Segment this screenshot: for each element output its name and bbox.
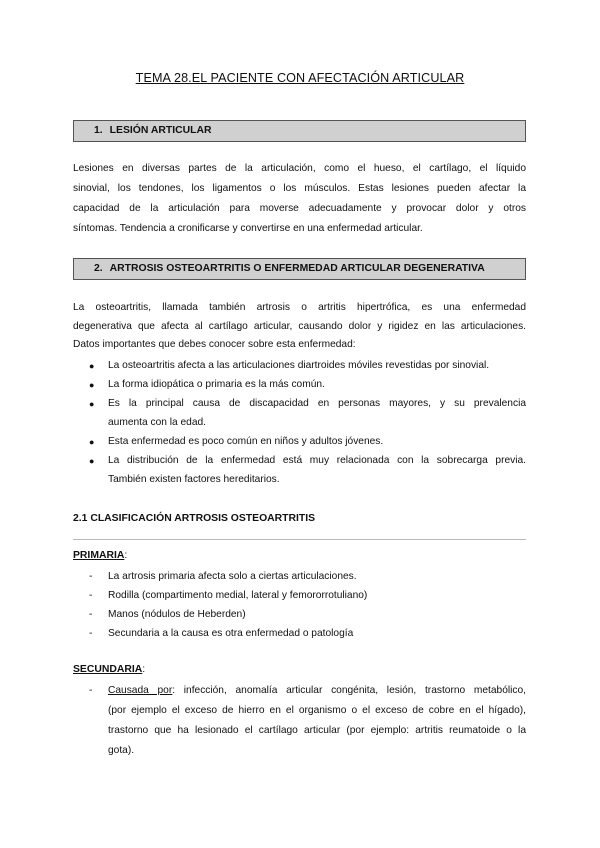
- dash-marker: -: [89, 590, 93, 601]
- bullet-item: [89, 375, 526, 394]
- causada-por-text: Causada por: [108, 685, 173, 696]
- bullet-text: La distribución de la enfermedad está muy relacionada con la sobrecarga previa.: [108, 455, 526, 466]
- paragraph-line: La osteoartritis, llamada también artrosis o artritis hipertrófica, es una enfermedad: [73, 302, 526, 313]
- dash-marker: -: [89, 609, 93, 620]
- list-item: [89, 586, 526, 605]
- primaria-label-text: PRIMARIA: [73, 550, 125, 561]
- page-title: TEMA 28.EL PACIENTE CON AFECTACIÓN ARTICULAR: [135, 71, 465, 85]
- list-item-text: [89, 681, 526, 701]
- secundaria-label-text: SECUNDARIA: [73, 664, 143, 675]
- paragraph-line: capacidad de la articulación para moverse adecuadamente y provocar dolor y otros: [73, 203, 526, 214]
- section-1-header: [73, 120, 526, 142]
- primaria-label: [73, 550, 127, 561]
- bullet-text: Es la principal causa de discapacidad en personas mayores, y su prevalencia: [108, 398, 526, 409]
- secundaria-label: [73, 664, 145, 675]
- paragraph-line: Lesiones en diversas partes de la articulación, como el hueso, el cartílago, el líquido: [73, 163, 526, 174]
- list-item-text: La artrosis primaria afecta solo a ciertas articulaciones.: [108, 571, 357, 582]
- bullet-item: [89, 356, 526, 375]
- paragraph-line: degenerativa que afecta al cartílago articular, causando dolor y rigidez en las articulaciones.: [73, 321, 526, 332]
- list-item-text: gota).: [108, 745, 135, 756]
- bullet-text: También existen factores hereditarios.: [108, 474, 280, 485]
- primaria-list: [89, 567, 526, 643]
- dash-marker: -: [89, 685, 93, 696]
- bullet-icon: ●: [89, 437, 95, 447]
- dash-marker: -: [89, 571, 93, 582]
- list-item: [89, 624, 526, 643]
- bullet-item: [89, 394, 526, 432]
- bullet-text: La osteoartritis afecta a las articulaciones diartroides móviles revestidas por sinovial.: [108, 360, 490, 371]
- section-2-bullet-list: [89, 356, 526, 489]
- paragraph-line: Datos importantes que debes conocer sobre esta enfermedad:: [73, 339, 356, 350]
- bullet-text: aumenta con la edad.: [108, 417, 206, 428]
- secundaria-colon: :: [142, 664, 146, 675]
- bullet-item: [89, 432, 526, 451]
- secundaria-line: : infección, anomalía articular congénita, lesión, trastorno metabólico,: [172, 685, 526, 696]
- bullet-icon: ●: [89, 456, 95, 466]
- list-item-text: Rodilla (compartimento medial, lateral y femororrotuliano): [108, 590, 368, 601]
- horizontal-divider: [73, 539, 526, 540]
- list-item: [89, 567, 526, 586]
- section-2-header: [73, 258, 526, 280]
- primaria-colon: :: [124, 550, 128, 561]
- list-item-text: Secundaria a la causa es otra enfermedad o patología: [108, 628, 354, 639]
- bullet-icon: ●: [89, 380, 95, 390]
- paragraph-line: sinovial, los tendones, los ligamentos o los músculos. Estas lesiones pueden afectar la: [73, 183, 526, 194]
- subsection-heading: 2.1 CLASIFICACIÓN ARTROSIS OSTEOARTRITIS: [73, 513, 316, 524]
- list-item-text: (por ejemplo el exceso de hierro en el organismo o el exceso de cobre en el hígado),: [108, 705, 526, 716]
- section-1-paragraph: [73, 159, 526, 239]
- list-item-text: trastorno que ha lesionado el cartílago articular (por ejemplo: artritis reumatoide o la: [108, 725, 526, 736]
- bullet-icon: ●: [89, 399, 95, 409]
- section-2-paragraph: [73, 298, 526, 354]
- bullet-icon: ●: [89, 361, 95, 371]
- secundaria-list: [89, 681, 526, 761]
- list-item: [89, 605, 526, 624]
- paragraph-line: síntomas. Tendencia a cronificarse y convertirse en una enfermedad articular.: [73, 223, 423, 234]
- section-2-number: 2.: [94, 263, 103, 274]
- list-item-text: Manos (nódulos de Heberden): [108, 609, 246, 620]
- section-1-number: 1.: [94, 125, 103, 136]
- bullet-text: Esta enfermedad es poco común en niños y adultos jóvenes.: [108, 436, 384, 447]
- bullet-item: [89, 451, 526, 489]
- bullet-text: La forma idiopática o primaria es la más común.: [108, 379, 325, 390]
- dash-marker: -: [89, 628, 93, 639]
- section-1-heading: LESIÓN ARTICULAR: [109, 125, 212, 136]
- section-2-heading: ARTROSIS OSTEOARTRITIS O ENFERMEDAD ARTICULAR DEGENERATIVA: [109, 263, 485, 274]
